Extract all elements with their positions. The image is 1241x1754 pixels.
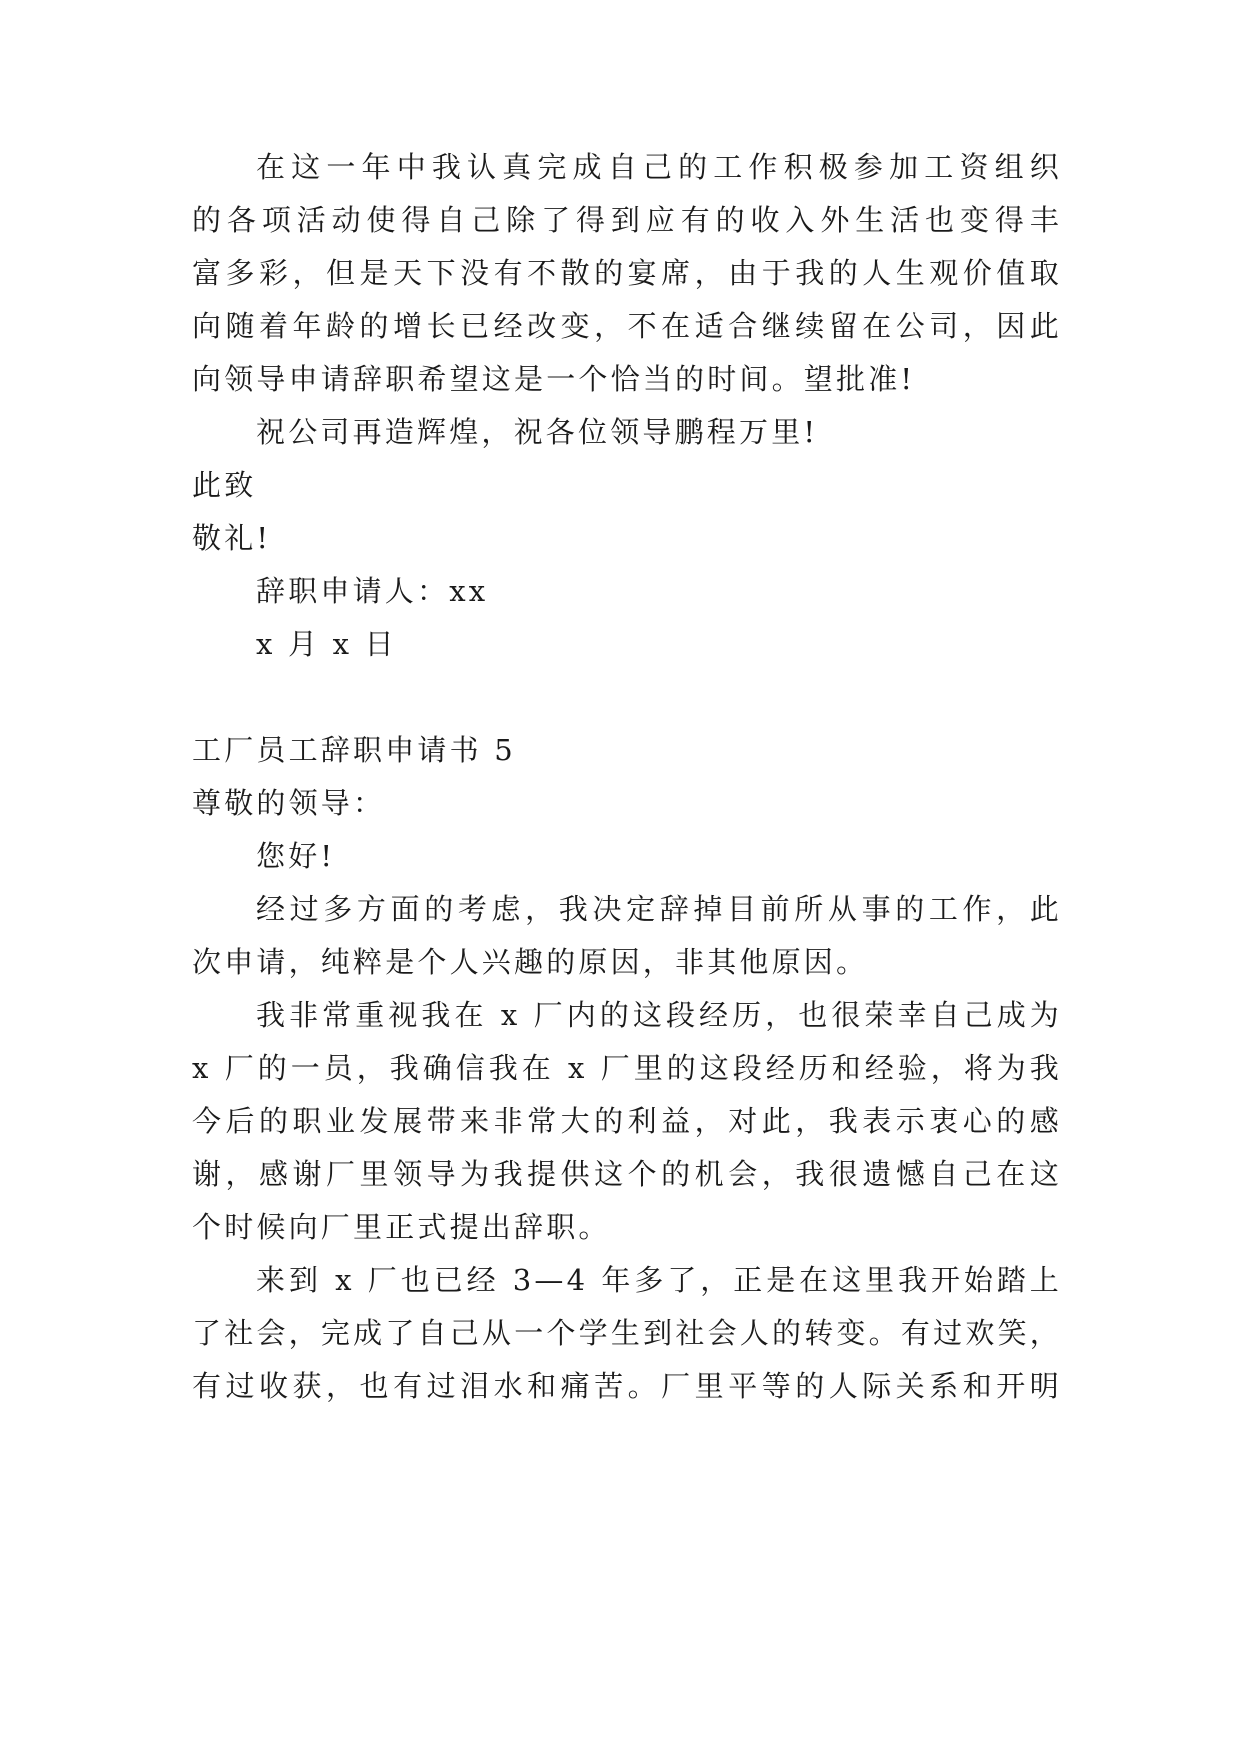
- section1-para1-line2: 的各项活动使得自己除了得到应有的收入外生活也变得丰: [192, 203, 1062, 237]
- signature-line: 辞职申请人：xx: [256, 574, 489, 608]
- closing-line-1: 此致: [192, 468, 257, 502]
- wishes-line: 祝公司再造辉煌，祝各位领导鹏程万里!: [256, 415, 819, 449]
- section2-para3-line2: 了社会，完成了自己从一个学生到社会人的转变。有过欢笑，: [192, 1316, 1062, 1350]
- section-title: 工厂员工辞职申请书 5: [192, 733, 516, 767]
- section2-para1-line1: 经过多方面的考虑，我决定辞掉目前所从事的工作，此: [256, 892, 1062, 926]
- salutation-line: 尊敬的领导：: [192, 786, 386, 820]
- section2-para2-line1: 我非常重视我在 x 厂内的这段经历，也很荣幸自己成为: [256, 998, 1062, 1032]
- section2-para1-line2: 次申请，纯粹是个人兴趣的原因，非其他原因。: [192, 945, 869, 979]
- greeting-line: 您好!: [256, 839, 336, 873]
- section2-para2-line4: 谢，感谢厂里领导为我提供这个的机会，我很遗憾自己在这: [192, 1157, 1062, 1191]
- section1-para1-line5: 向领导申请辞职希望这是一个恰当的时间。望批准!: [192, 362, 916, 396]
- section2-para3-line1: 来到 x 厂也已经 3—4 年多了，正是在这里我开始踏上: [256, 1263, 1062, 1297]
- closing-line-2: 敬礼!: [192, 521, 272, 555]
- section2-para2-line5: 个时候向厂里正式提出辞职。: [192, 1210, 611, 1244]
- section1-para1-line4: 向随着年龄的增长已经改变，不在适合继续留在公司，因此: [192, 309, 1062, 343]
- section1-para1-line1: 在这一年中我认真完成自己的工作积极参加工资组织: [256, 150, 1062, 184]
- section1-para1-line3: 富多彩，但是天下没有不散的宴席，由于我的人生观价值取: [192, 256, 1062, 290]
- section2-para2-line3: 今后的职业发展带来非常大的利益，对此，我表示衷心的感: [192, 1104, 1062, 1138]
- date-line: x 月 x 日: [256, 627, 397, 661]
- section2-para3-line3: 有过收获，也有过泪水和痛苦。厂里平等的人际关系和开明: [192, 1369, 1062, 1403]
- section2-para2-line2: x 厂的一员，我确信我在 x 厂里的这段经历和经验，将为我: [192, 1051, 1062, 1085]
